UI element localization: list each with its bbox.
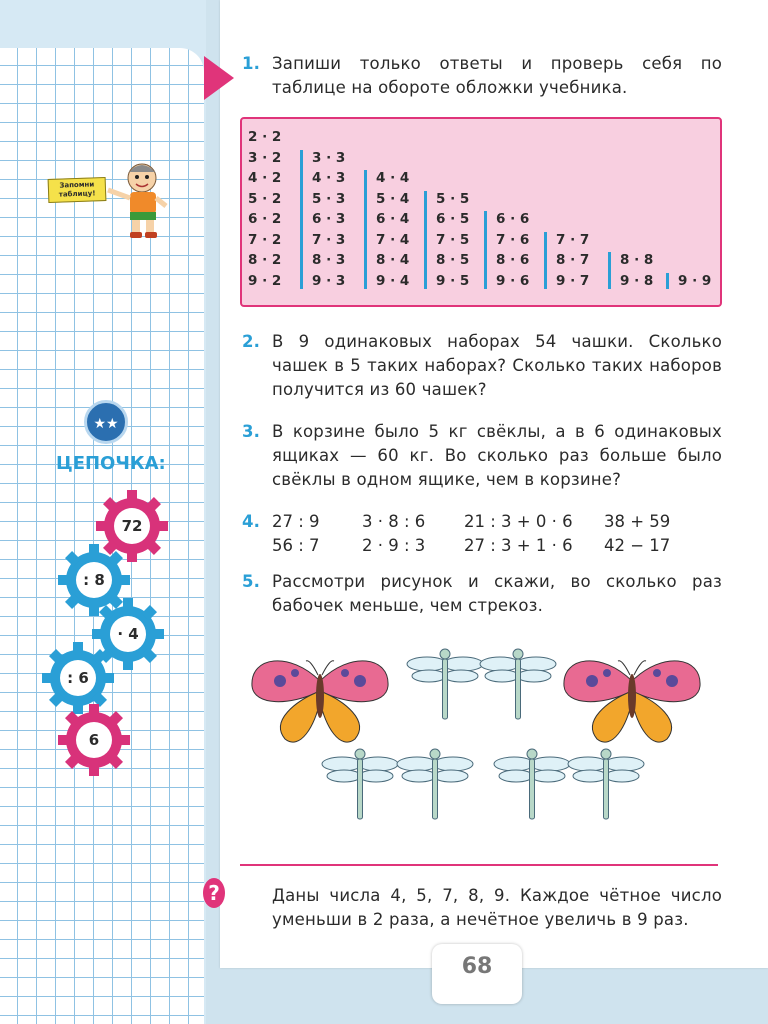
table-cell: 5 · 3 [312,190,346,207]
table-divider [424,191,427,290]
task4-column [272,510,320,558]
table-cell: 7 · 5 [436,231,470,248]
expression: 56 : 7 [272,536,320,555]
butterfly [252,661,388,742]
table-column [376,168,409,291]
task4-column [604,510,670,558]
task-number: 5. [242,572,261,591]
table-cell: 2 · 2 [248,129,282,145]
table-cell: 7 · 2 [248,231,282,248]
task-number: 1. [242,54,261,73]
question-task [242,884,722,932]
table-cell: 4 · 3 [312,170,346,186]
table-column [248,127,281,291]
table-cell: 9 · 5 [436,272,470,289]
table-cell: 9 · 2 [248,272,282,289]
gear-label: : 6 [67,669,89,687]
table-cell: 6 · 6 [496,211,530,227]
stars-medal-icon [84,400,128,444]
table-cell: 9 · 6 [496,272,530,289]
table-cell: 8 · 5 [436,252,470,268]
table-cell: 4 · 4 [376,170,410,186]
expression: 21 : 3 + 0 · 6 [464,512,573,531]
table-divider [484,211,487,289]
gear-label: · 4 [117,625,139,643]
question-mark-icon: ? [203,878,225,908]
multiplication-table [240,117,722,307]
table-cell: 5 · 2 [248,190,282,207]
table-cell: 9 · 3 [312,272,346,289]
table-cell: 9 · 8 [620,272,654,289]
table-divider [300,150,303,290]
gear-step-3 [42,642,114,714]
gear-start [96,490,168,562]
task4-column [362,510,425,558]
task-number: 4. [242,512,261,531]
gear-end [58,704,130,776]
table-cell: 6 · 2 [248,211,282,227]
gear-label: 72 [121,517,143,535]
table-cell: 8 · 6 [496,252,530,268]
expression: 27 : 3 + 1 · 6 [464,536,573,555]
table-cell: 7 · 6 [496,231,530,248]
table-divider [364,170,367,289]
dragonfly [322,749,398,819]
table-cell: 6 · 3 [312,211,346,227]
butterfly [564,661,700,742]
table-column [620,250,653,291]
table-divider [544,232,547,290]
svg-text:★★: ★★ [93,416,119,432]
question-text: Даны числа 4, 5, 7, 8, 9. Каждое чётное число уменьши в 2 раза, а нечётное увеличь в 9 раз. [272,886,722,929]
table-cell: 5 · 4 [376,190,410,207]
dragonfly [397,749,473,819]
table-cell: 6 · 4 [376,211,410,227]
table-column [436,189,469,292]
task-text: Рассмотри рисунок и скажи, во сколько раз бабочек меньше, чем стрекоз. [272,572,722,615]
dragonfly [494,749,570,819]
section-divider [240,864,718,866]
table-cell: 5 · 5 [436,190,470,207]
expression: 42 − 17 [604,536,671,555]
child-character-illustration [100,160,170,240]
table-divider [608,252,611,289]
table-cell: 8 · 4 [376,252,410,268]
table-cell: 8 · 3 [312,252,346,268]
table-column [496,209,529,291]
table-cell: 7 · 3 [312,231,346,248]
table-divider [666,273,669,290]
dragonfly [568,749,644,819]
table-cell: 9 · 9 [678,272,712,289]
dragonfly [407,649,483,719]
task4-column [464,510,573,558]
page-number: 68 [432,944,522,1004]
task-text: Запиши только ответы и проверь себя по таблице на обороте обложки учебника. [272,54,722,97]
table-cell: 3 · 2 [248,149,282,166]
task-2 [242,330,722,402]
table-cell: 6 · 5 [436,211,470,227]
gear-step-1 [58,544,130,616]
pointer-arrow-icon [204,56,234,100]
table-column [312,148,345,292]
table-column [556,230,589,292]
expression: 3 · 8 : 6 [362,512,426,531]
expression: 38 + 59 [604,512,671,531]
task-text: В корзине было 5 кг свёклы, а в 6 одинаковых ящиках — 60 кг. Во сколько раз больше было свёклы в одном ящике, чем в корзине? [272,422,722,489]
table-cell: 8 · 2 [248,252,282,268]
table-cell: 8 · 7 [556,252,590,268]
task-3 [242,420,722,492]
chain-title: ЦЕПОЧКА: [56,453,166,474]
expression: 2 · 9 : 3 [362,536,426,555]
table-cell: 9 · 4 [376,272,410,289]
table-cell: 4 · 2 [248,170,282,186]
table-column [678,271,711,292]
reminder-sign: Запомни таблицу! [48,177,107,203]
task-5 [242,570,722,618]
table-cell: 7 · 4 [376,231,410,248]
gear-label: 6 [88,731,100,749]
task-text: В 9 одинаковых наборах 54 чашки. Сколько чашек в 5 таких наборах? Сколько таких наборов получится из 60 чашек? [272,332,722,399]
expression: 27 : 9 [272,512,320,531]
table-cell: 9 · 7 [556,272,590,289]
table-cell: 7 · 7 [556,231,590,248]
task-number: 2. [242,332,261,351]
dragonfly [480,649,556,719]
task-number: 3. [242,422,261,441]
gear-label: : 8 [83,571,105,589]
table-cell: 3 · 3 [312,149,346,166]
table-cell: 8 · 8 [620,252,654,268]
gear-chain [40,488,180,778]
task-1 [242,52,722,100]
insects-illustration [250,636,710,846]
